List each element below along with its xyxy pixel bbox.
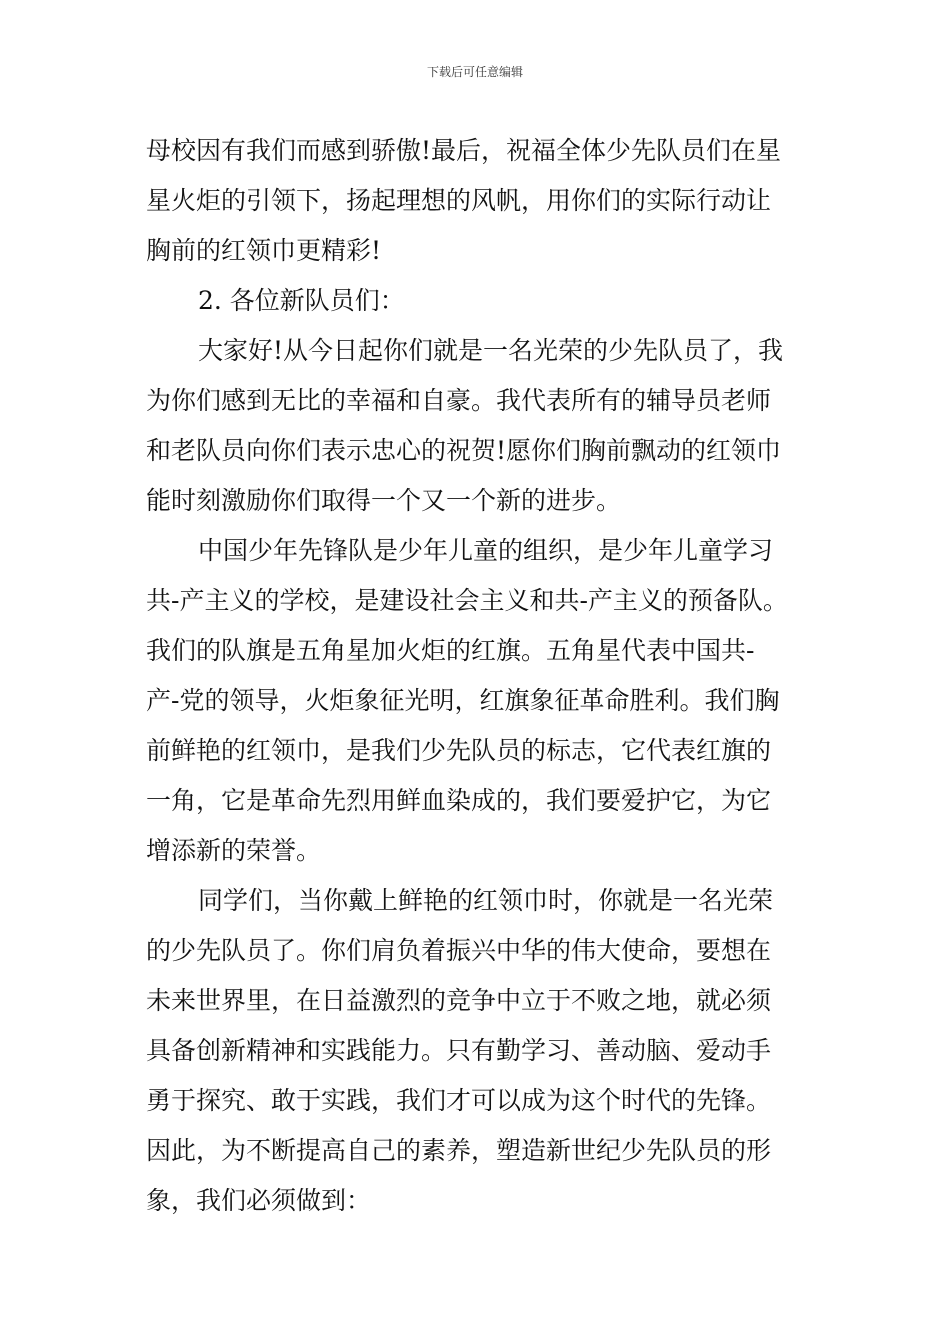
text-line: 中国少年先锋队是少年儿童的组织，是少年儿童学习 bbox=[198, 536, 774, 565]
text-line: 胸前的红领巾更精彩! bbox=[146, 236, 382, 265]
text-line: 的少先队员了。你们肩负着振兴中华的伟大使命，要想在 bbox=[146, 936, 772, 965]
text-line: 同学们，当你戴上鲜艳的红领巾时，你就是一名光荣 bbox=[198, 886, 774, 915]
page-header: 下载后可任意编辑 bbox=[426, 65, 523, 79]
text-line: 共-产主义的学校，是建设社会主义和共-产主义的预备队。 bbox=[146, 586, 788, 615]
text-line: 未来世界里，在日益激烈的竞争中立于不败之地，就必须 bbox=[146, 986, 772, 1015]
text-line: 象，我们必须做到： bbox=[146, 1186, 372, 1215]
document-body bbox=[146, 126, 826, 1226]
section-heading: 2. 各位新队员们： bbox=[198, 286, 405, 315]
text-line: 为你们感到无比的幸福和自豪。我代表所有的辅导员老师 bbox=[146, 386, 772, 415]
text-line: 大家好!从今日起你们就是一名光荣的少先队员了，我 bbox=[198, 336, 784, 365]
text-line: 和老队员向你们表示忠心的祝贺!愿你们胸前飘动的红领巾 bbox=[146, 436, 782, 465]
text-line: 我们的队旗是五角星加火炬的红旗。五角星代表中国共- bbox=[146, 636, 755, 665]
text-line: 能时刻激励你们取得一个又一个新的进步。 bbox=[146, 486, 622, 515]
text-line: 勇于探究、敢于实践，我们才可以成为这个时代的先锋。 bbox=[146, 1086, 772, 1115]
text-line: 星火炬的引领下，扬起理想的风帆，用你们的实际行动让 bbox=[146, 186, 772, 215]
text-line: 一角，它是革命先烈用鲜血染成的，我们要爱护它，为它 bbox=[146, 786, 772, 815]
text-line: 因此，为不断提高自己的素养，塑造新世纪少先队员的形 bbox=[146, 1136, 772, 1165]
text-line: 增添新的荣誉。 bbox=[146, 836, 322, 865]
text-line: 具备创新精神和实践能力。只有勤学习、善动脑、爱动手 bbox=[146, 1036, 772, 1065]
text-line: 产-党的领导，火炬象征光明，红旗象征革命胜利。我们胸 bbox=[146, 686, 780, 715]
text-line: 前鲜艳的红领巾，是我们少先队员的标志，它代表红旗的 bbox=[146, 736, 772, 765]
text-line: 母校因有我们而感到骄傲!最后，祝福全体少先队员们在星 bbox=[146, 136, 782, 165]
